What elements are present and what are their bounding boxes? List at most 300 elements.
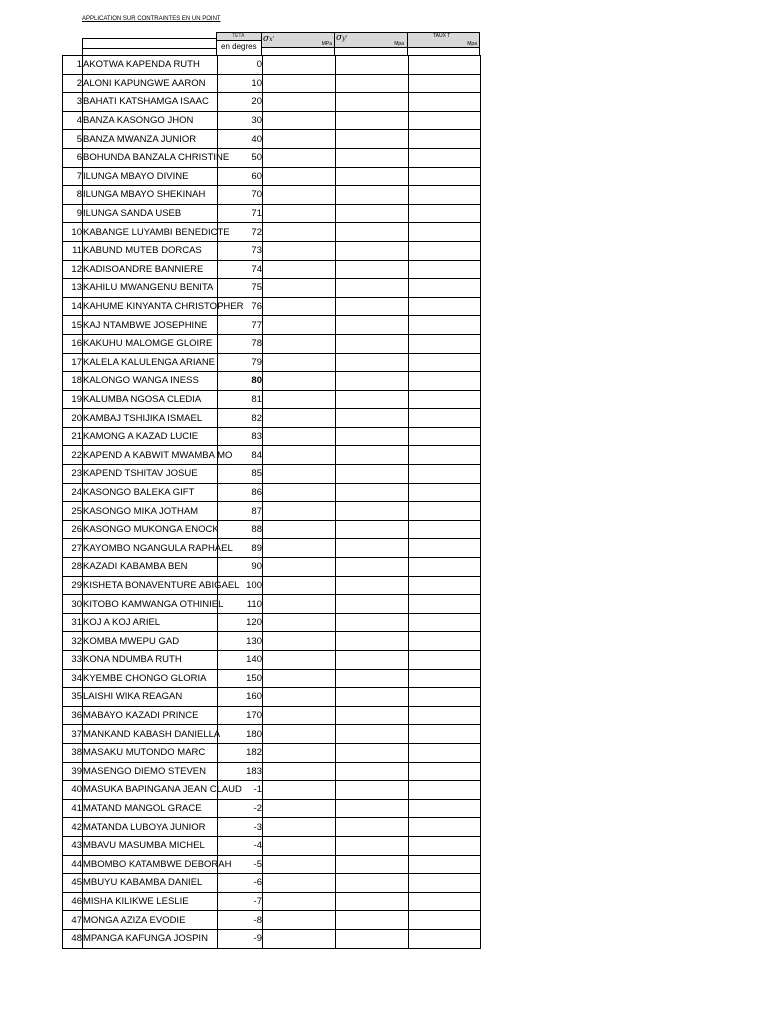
row-number-cell: 3 (63, 93, 83, 112)
student-name-cell[interactable]: MASAKU MUTONDO MARC (83, 743, 218, 762)
table-row (63, 204, 481, 223)
sigma-x-cell[interactable] (263, 929, 336, 948)
row-number-cell: 9 (63, 204, 83, 223)
sigma-y-cell[interactable] (336, 855, 409, 874)
taux-cell[interactable] (409, 688, 481, 707)
teta-cell[interactable]: 180 (218, 725, 263, 744)
student-name-cell[interactable]: BAHATI KATSHAMGA ISAAC (83, 93, 218, 112)
taux-cell[interactable] (409, 558, 481, 577)
table-row (63, 892, 481, 911)
sigma-y-cell[interactable] (336, 874, 409, 893)
teta-cell[interactable]: 79 (218, 353, 263, 372)
teta-cell[interactable]: -3 (218, 818, 263, 837)
row-number-cell: 27 (63, 539, 83, 558)
taux-cell[interactable] (409, 576, 481, 595)
sigma-x-cell[interactable] (263, 725, 336, 744)
sheet-title: APPLICATION SUR CONTRAINTES EN UN POINT (82, 16, 221, 22)
sigma-x-cell[interactable] (263, 316, 336, 335)
taux-cell[interactable] (409, 316, 481, 335)
taux-cell[interactable] (409, 186, 481, 205)
taux-cell[interactable] (409, 781, 481, 800)
teta-cell[interactable]: 72 (218, 223, 263, 242)
teta-cell[interactable]: -8 (218, 911, 263, 930)
sigma-y-cell[interactable] (336, 558, 409, 577)
sigma-y-cell[interactable] (336, 427, 409, 446)
student-name-cell[interactable]: MISHA KILIKWE LESLIE (83, 892, 218, 911)
teta-cell[interactable]: 130 (218, 632, 263, 651)
table-row (63, 427, 481, 446)
row-number-cell: 24 (63, 483, 83, 502)
row-number-cell: 10 (63, 223, 83, 242)
sigma-x-cell[interactable] (263, 167, 336, 186)
student-name-cell[interactable]: BOHUNDA BANZALA CHRISTINE (83, 148, 218, 167)
table-row (63, 148, 481, 167)
sigma-y-cell[interactable] (336, 446, 409, 465)
student-name-cell[interactable]: BANZA MWANZA JUNIOR (83, 130, 218, 149)
teta-cell[interactable]: 140 (218, 651, 263, 670)
teta-cell[interactable]: 77 (218, 316, 263, 335)
student-name-cell[interactable]: KAJ NTAMBWE JOSEPHINE (83, 316, 218, 335)
taux-cell[interactable] (409, 595, 481, 614)
student-name-cell[interactable]: KAMBAJ TSHIJIKA ISMAEL (83, 409, 218, 428)
table-row (63, 706, 481, 725)
student-name-cell[interactable]: MONGA AZIZA EVODIE (83, 911, 218, 930)
taux-cell[interactable] (409, 855, 481, 874)
sigma-x-cell[interactable] (263, 632, 336, 651)
row-number-cell: 46 (63, 892, 83, 911)
table-row (63, 539, 481, 558)
teta-cell[interactable]: 82 (218, 409, 263, 428)
taux-cell[interactable] (409, 167, 481, 186)
sigma-x-cell[interactable] (263, 353, 336, 372)
teta-cell[interactable]: 85 (218, 465, 263, 484)
taux-cell[interactable] (409, 409, 481, 428)
student-name-cell[interactable]: MANKAND KABASH DANIELLA (83, 725, 218, 744)
student-name-cell[interactable]: KALUMBA NGOSA CLEDIA (83, 390, 218, 409)
sigma-x-cell[interactable] (263, 558, 336, 577)
table-row (63, 836, 481, 855)
student-name-cell[interactable]: KAPEND TSHITAV JOSUE (83, 465, 218, 484)
sigma-y-cell[interactable] (336, 372, 409, 391)
sigma-x-cell[interactable] (263, 223, 336, 242)
student-name-cell[interactable]: KYEMBE CHONGO GLORIA (83, 669, 218, 688)
teta-cell[interactable]: -6 (218, 874, 263, 893)
table-row (63, 483, 481, 502)
student-name-cell[interactable]: MBUYU KABAMBA DANIEL (83, 874, 218, 893)
student-name-cell[interactable]: KASONGO MIKA JOTHAM (83, 502, 218, 521)
sigma-x-cell[interactable] (263, 836, 336, 855)
teta-cell[interactable]: 0 (218, 56, 263, 75)
sigma-y-cell[interactable] (336, 743, 409, 762)
taux-cell[interactable] (409, 297, 481, 316)
student-name-cell[interactable]: ILUNGA MBAYO SHEKINAH (83, 186, 218, 205)
sigma-x-cell[interactable] (263, 409, 336, 428)
sigma-x-header (261, 32, 335, 48)
student-name-cell[interactable]: KAZADI KABAMBA BEN (83, 558, 218, 577)
teta-cell[interactable]: 75 (218, 279, 263, 298)
sigma-y-cell[interactable] (336, 688, 409, 707)
taux-cell[interactable] (409, 911, 481, 930)
row-number-cell: 40 (63, 781, 83, 800)
student-name-cell[interactable]: MBAVU MASUMBA MICHEL (83, 836, 218, 855)
table-row (63, 74, 481, 93)
teta-cell[interactable]: 110 (218, 595, 263, 614)
sigma-x-cell[interactable] (263, 781, 336, 800)
sigma-y-cell[interactable] (336, 539, 409, 558)
sigma-x-cell[interactable] (263, 818, 336, 837)
sigma-y-cell[interactable] (336, 465, 409, 484)
teta-cell[interactable]: 160 (218, 688, 263, 707)
teta-cell[interactable]: 40 (218, 130, 263, 149)
sigma-x-cell[interactable] (263, 130, 336, 149)
teta-cell[interactable]: 81 (218, 390, 263, 409)
table-row (63, 781, 481, 800)
student-name-cell[interactable]: LAISHI WIKA REAGAN (83, 688, 218, 707)
row-number-cell: 36 (63, 706, 83, 725)
sigma-x-cell[interactable] (263, 595, 336, 614)
student-name-cell[interactable]: MATAND MANGOL GRACE (83, 799, 218, 818)
student-name-cell[interactable]: KABANGE LUYAMBI BENEDICTE (83, 223, 218, 242)
sigma-y-cell[interactable] (336, 669, 409, 688)
row-number-cell: 37 (63, 725, 83, 744)
row-number-cell: 25 (63, 502, 83, 521)
table-row (63, 334, 481, 353)
taux-cell[interactable] (409, 539, 481, 558)
sigma-x-cell[interactable] (263, 688, 336, 707)
taux-cell[interactable] (409, 260, 481, 279)
sigma-x-cell[interactable] (263, 502, 336, 521)
sigma-y-cell[interactable] (336, 353, 409, 372)
student-name-cell[interactable]: KOJ A KOJ ARIEL (83, 613, 218, 632)
taux-cell[interactable] (409, 204, 481, 223)
student-name-cell[interactable]: KITOBO KAMWANGA OTHINIEL (83, 595, 218, 614)
student-name-cell[interactable]: KAPEND A KABWIT MWAMBA MO (83, 446, 218, 465)
teta-cell[interactable]: -4 (218, 836, 263, 855)
students-table (62, 55, 481, 949)
sigma-y-cell[interactable] (336, 613, 409, 632)
taux-cell[interactable] (409, 929, 481, 948)
taux-cell[interactable] (409, 446, 481, 465)
sigma-y-cell[interactable] (336, 632, 409, 651)
sigma-x-cell[interactable] (263, 390, 336, 409)
row-number-cell: 33 (63, 651, 83, 670)
row-number-cell: 22 (63, 446, 83, 465)
sigma-x-cell[interactable] (263, 539, 336, 558)
sigma-y-cell[interactable] (336, 595, 409, 614)
student-name-cell[interactable]: KAMONG A KAZAD LUCIE (83, 427, 218, 446)
taux-cell[interactable] (409, 427, 481, 446)
teta-cell[interactable]: 78 (218, 334, 263, 353)
teta-cell[interactable]: -2 (218, 799, 263, 818)
student-name-cell[interactable]: KALONGO WANGA INESS (83, 372, 218, 391)
taux-cell[interactable] (409, 353, 481, 372)
taux-cell[interactable] (409, 148, 481, 167)
table-row (63, 316, 481, 335)
taux-cell[interactable] (409, 613, 481, 632)
teta-label: TETA (232, 33, 245, 39)
sigma-x-cell[interactable] (263, 874, 336, 893)
sigma-x-cell[interactable] (263, 613, 336, 632)
sigma-y-cell[interactable] (336, 409, 409, 428)
table-row (63, 465, 481, 484)
sigma-x-cell[interactable] (263, 148, 336, 167)
sigma-y-cell[interactable] (336, 297, 409, 316)
teta-cell[interactable]: 74 (218, 260, 263, 279)
taux-cell[interactable] (409, 502, 481, 521)
row-number-cell: 23 (63, 465, 83, 484)
sigma-y-cell[interactable] (336, 204, 409, 223)
sigma-y-cell[interactable] (336, 111, 409, 130)
student-name-cell[interactable]: KAHILU MWANGENU BENITA (83, 279, 218, 298)
row-number-cell: 2 (63, 74, 83, 93)
student-name-cell[interactable]: KASONGO MUKONGA ENOCK (83, 520, 218, 539)
teta-cell[interactable]: 10 (218, 74, 263, 93)
sigma-x-cell[interactable] (263, 74, 336, 93)
sigma-x-unit: MPa (321, 41, 332, 47)
sigma-y-cell[interactable] (336, 836, 409, 855)
teta-cell[interactable]: 182 (218, 743, 263, 762)
taux-cell[interactable] (409, 56, 481, 75)
sigma-y-cell[interactable] (336, 818, 409, 837)
sigma-x-cell[interactable] (263, 111, 336, 130)
teta-cell[interactable]: 183 (218, 762, 263, 781)
teta-cell[interactable]: 89 (218, 539, 263, 558)
teta-cell[interactable]: 100 (218, 576, 263, 595)
teta-cell[interactable]: 83 (218, 427, 263, 446)
table-row (63, 93, 481, 112)
sigma-x-cell[interactable] (263, 762, 336, 781)
sigma-y-cell[interactable] (336, 483, 409, 502)
student-name-cell[interactable]: KALELA KALULENGA ARIANE (83, 353, 218, 372)
taux-cell[interactable] (409, 520, 481, 539)
sigma-y-cell[interactable] (336, 334, 409, 353)
teta-header-unit (216, 40, 262, 56)
student-name-cell[interactable]: MBOMBO KATAMBWE DEBORAH (83, 855, 218, 874)
sigma-x-cell[interactable] (263, 427, 336, 446)
taux-cell[interactable] (409, 465, 481, 484)
teta-cell[interactable]: 84 (218, 446, 263, 465)
teta-cell[interactable]: 70 (218, 186, 263, 205)
taux-cell[interactable] (409, 390, 481, 409)
student-name-cell[interactable]: MABAYO KAZADI PRINCE (83, 706, 218, 725)
teta-unit-label: en degres (221, 42, 257, 51)
sigma-y-cell[interactable] (336, 93, 409, 112)
sigma-x-cell[interactable] (263, 706, 336, 725)
sigma-x-cell[interactable] (263, 651, 336, 670)
teta-cell[interactable]: 87 (218, 502, 263, 521)
teta-cell[interactable]: 150 (218, 669, 263, 688)
row-number-cell: 11 (63, 241, 83, 260)
student-name-cell[interactable]: ILUNGA MBAYO DIVINE (83, 167, 218, 186)
teta-cell[interactable]: 73 (218, 241, 263, 260)
taux-cell[interactable] (409, 892, 481, 911)
sigma-x-cell[interactable] (263, 483, 336, 502)
taux-cell[interactable] (409, 223, 481, 242)
taux-cell[interactable] (409, 93, 481, 112)
sigma-x-cell[interactable] (263, 372, 336, 391)
student-name-cell[interactable]: KOMBA MWEPU GAD (83, 632, 218, 651)
taux-cell[interactable] (409, 241, 481, 260)
sigma-y-cell[interactable] (336, 186, 409, 205)
sigma-x-cell[interactable] (263, 260, 336, 279)
sigma-y-cell[interactable] (336, 279, 409, 298)
sigma-x-cell[interactable] (263, 279, 336, 298)
taux-cell[interactable] (409, 743, 481, 762)
taux-cell[interactable] (409, 818, 481, 837)
sigma-x-cell[interactable] (263, 241, 336, 260)
sigma-y-cell[interactable] (336, 520, 409, 539)
taux-cell[interactable] (409, 874, 481, 893)
table-row (63, 595, 481, 614)
teta-cell[interactable]: 80 (218, 372, 263, 391)
teta-cell[interactable]: 20 (218, 93, 263, 112)
teta-cell[interactable]: 30 (218, 111, 263, 130)
teta-cell[interactable]: 170 (218, 706, 263, 725)
sigma-y-cell[interactable] (336, 502, 409, 521)
table-row (63, 167, 481, 186)
taux-cell[interactable] (409, 334, 481, 353)
taux-cell[interactable] (409, 372, 481, 391)
table-row (63, 632, 481, 651)
taux-cell[interactable] (409, 725, 481, 744)
taux-cell[interactable] (409, 279, 481, 298)
student-name-cell[interactable]: KAYOMBO NGANGULA RAPHAEL (83, 539, 218, 558)
student-name-cell[interactable]: KASONGO BALEKA GIFT (83, 483, 218, 502)
taux-cell[interactable] (409, 799, 481, 818)
student-name-cell[interactable]: KISHETA BONAVENTURE ABIGAEL (83, 576, 218, 595)
table-row (63, 520, 481, 539)
sigma-y-cell[interactable] (336, 74, 409, 93)
taux-cell[interactable] (409, 111, 481, 130)
sigma-y-cell[interactable] (336, 130, 409, 149)
sigma-y-header (334, 32, 408, 48)
taux-cell[interactable] (409, 74, 481, 93)
row-number-cell: 21 (63, 427, 83, 446)
student-name-cell[interactable]: KONA NDUMBA RUTH (83, 651, 218, 670)
teta-cell[interactable]: 90 (218, 558, 263, 577)
sigma-y-cell[interactable] (336, 241, 409, 260)
student-name-cell[interactable]: KABUND MUTEB DORCAS (83, 241, 218, 260)
table-row (63, 279, 481, 298)
student-name-cell[interactable]: AKOTWA KAPENDA RUTH (83, 56, 218, 75)
sigma-y-cell[interactable] (336, 651, 409, 670)
sigma-y-cell[interactable] (336, 929, 409, 948)
teta-cell[interactable]: 50 (218, 148, 263, 167)
taux-cell[interactable] (409, 651, 481, 670)
sigma-y-cell[interactable] (336, 799, 409, 818)
teta-cell[interactable]: -1 (218, 781, 263, 800)
sigma-y-cell[interactable] (336, 706, 409, 725)
row-number-cell: 17 (63, 353, 83, 372)
taux-cell[interactable] (409, 669, 481, 688)
student-name-cell[interactable]: MASENGO DIEMO STEVEN (83, 762, 218, 781)
sigma-x-cell[interactable] (263, 56, 336, 75)
student-name-cell[interactable]: MPANGA KAFUNGA JOSPIN (83, 929, 218, 948)
student-name-cell[interactable]: KADISOANDRE BANNIERE (83, 260, 218, 279)
teta-cell[interactable]: 71 (218, 204, 263, 223)
table-row (63, 130, 481, 149)
table-row (63, 762, 481, 781)
table-row (63, 297, 481, 316)
sigma-x-cell[interactable] (263, 669, 336, 688)
sigma-y-cell[interactable] (336, 390, 409, 409)
sigma-y-cell[interactable] (336, 725, 409, 744)
student-name-cell[interactable]: BANZA KASONGO JHON (83, 111, 218, 130)
sigma-x-cell[interactable] (263, 204, 336, 223)
sigma-y-cell[interactable] (336, 911, 409, 930)
table-row (63, 613, 481, 632)
taux-cell[interactable] (409, 836, 481, 855)
table-row (63, 911, 481, 930)
sigma-x-cell[interactable] (263, 93, 336, 112)
student-name-cell[interactable]: ALONI KAPUNGWE AARON (83, 74, 218, 93)
sigma-y-cell[interactable] (336, 260, 409, 279)
table-row (63, 669, 481, 688)
sigma-x-cell[interactable] (263, 520, 336, 539)
sigma-y-cell[interactable] (336, 781, 409, 800)
student-name-cell[interactable]: MASUKA BAPINGANA JEAN CLAUD (83, 781, 218, 800)
row-number-cell: 45 (63, 874, 83, 893)
teta-cell[interactable]: -5 (218, 855, 263, 874)
row-number-cell: 20 (63, 409, 83, 428)
sigma-y-cell[interactable] (336, 762, 409, 781)
sigma-y-cell[interactable] (336, 316, 409, 335)
sigma-x-cell[interactable] (263, 576, 336, 595)
sigma-y-cell[interactable] (336, 892, 409, 911)
row-number-cell: 31 (63, 613, 83, 632)
teta-cell[interactable]: -7 (218, 892, 263, 911)
taux-cell[interactable] (409, 762, 481, 781)
row-number-cell: 8 (63, 186, 83, 205)
sigma-y-cell[interactable] (336, 576, 409, 595)
sigma-x-cell[interactable] (263, 911, 336, 930)
taux-cell[interactable] (409, 706, 481, 725)
sigma-y-cell[interactable] (336, 148, 409, 167)
row-number-cell: 18 (63, 372, 83, 391)
student-name-cell[interactable]: MATANDA LUBOYA JUNIOR (83, 818, 218, 837)
teta-cell[interactable]: 120 (218, 613, 263, 632)
sigma-x-cell[interactable] (263, 892, 336, 911)
sigma-x-cell[interactable] (263, 799, 336, 818)
taux-cell[interactable] (409, 632, 481, 651)
sigma-x-cell[interactable] (263, 855, 336, 874)
sigma-x-cell[interactable] (263, 465, 336, 484)
teta-cell[interactable]: 88 (218, 520, 263, 539)
sigma-x-cell[interactable] (263, 186, 336, 205)
sigma-y-cell[interactable] (336, 56, 409, 75)
teta-cell[interactable]: -9 (218, 929, 263, 948)
student-name-cell[interactable]: KAHUME KINYANTA CHRISTOPHER (83, 297, 218, 316)
teta-cell[interactable]: 76 (218, 297, 263, 316)
student-name-cell[interactable]: KAKUHU MALOMGE GLOIRE (83, 334, 218, 353)
taux-cell[interactable] (409, 483, 481, 502)
sigma-x-cell[interactable] (263, 334, 336, 353)
teta-cell[interactable]: 86 (218, 483, 263, 502)
sigma-x-cell[interactable] (263, 297, 336, 316)
student-name-cell[interactable]: ILUNGA SANDA USEB (83, 204, 218, 223)
table-row (63, 111, 481, 130)
teta-cell[interactable]: 60 (218, 167, 263, 186)
table-row (63, 929, 481, 948)
sigma-y-cell[interactable] (336, 167, 409, 186)
row-number-cell: 48 (63, 929, 83, 948)
taux-cell[interactable] (409, 130, 481, 149)
sigma-x-cell[interactable] (263, 446, 336, 465)
sigma-x-cell[interactable] (263, 743, 336, 762)
sigma-y-cell[interactable] (336, 223, 409, 242)
sigma-y-unit: Mpa (394, 41, 404, 47)
row-number-cell: 29 (63, 576, 83, 595)
